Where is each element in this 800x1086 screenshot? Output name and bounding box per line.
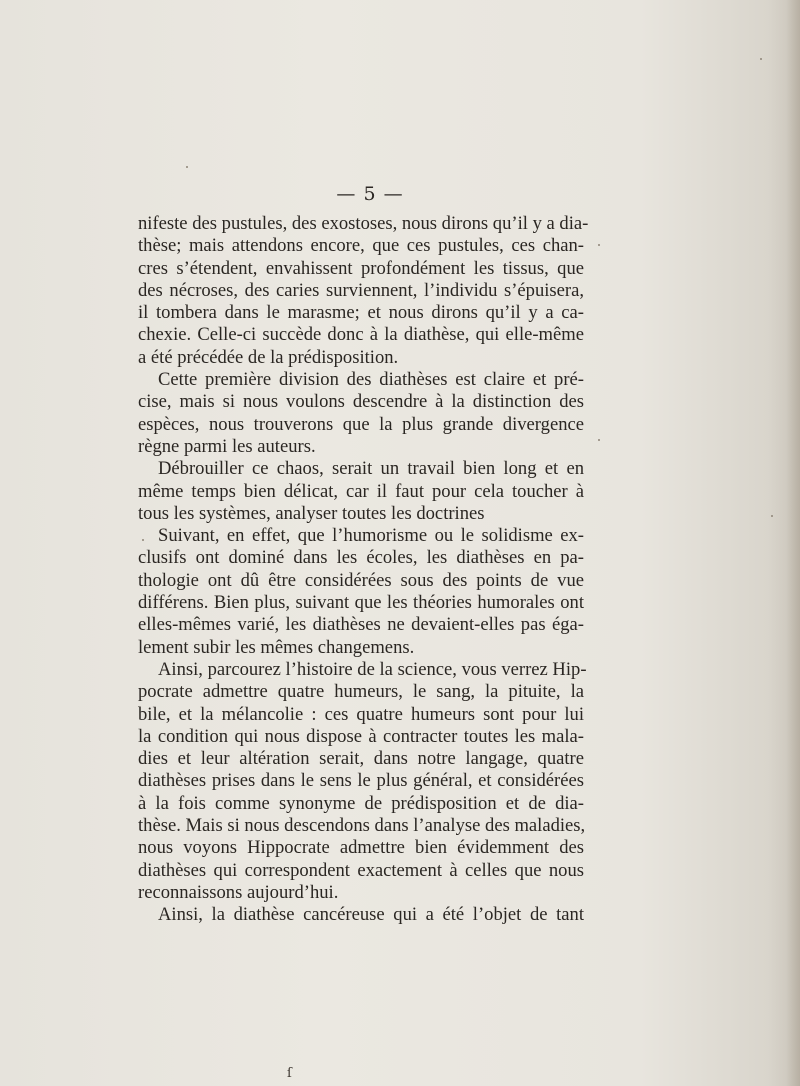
text-line: Débrouiller ce chaos, serait un travail bien long et en [158,458,584,480]
paper-speck [760,58,762,60]
text-line: cres s’étendent, envahissent profondément les tissus, que [138,257,584,279]
paper-speck [598,439,600,441]
text-line: nifeste des pustules, des exostoses, nous dirons qu’il y a dia- [138,213,589,234]
text-line: thologie ont dû être considérées sous des points de vue [138,569,584,591]
text-line: a été précédée de la prédisposition. [138,346,399,368]
text-line: thèse; mais attendons encore, que ces pustules, ces chan- [138,235,584,257]
page-number: — 5 — [336,183,404,205]
text-line: dies et leur altération serait, dans notre langage, quatre [138,748,584,770]
text-line: bile, et la mélancolie : ces quatre humeurs sont pour lui [138,703,584,725]
paper-speck [771,515,773,517]
text-line: chexie. Celle-ci succède donc à la diathèse, qui elle-même [138,324,584,346]
paper-speck [598,244,600,246]
ink-mark: ſ [287,1066,292,1081]
text-line: Suivant, en effet, que l’humorisme ou le solidisme ex- [158,525,584,547]
text-line: même temps bien délicat, car il faut pour cela toucher à [138,480,584,502]
text-line: clusifs ont dominé dans les écoles, les diathèses en pa- [138,547,584,569]
text-line: Cette première division des diathèses est claire et pré- [158,369,584,391]
text-line: la condition qui nous dispose à contracter toutes les mala- [138,725,584,747]
text-line: règne parmi les auteurs. [138,435,316,457]
text-line: Ainsi, la diathèse cancéreuse qui a été l’objet de tant [158,904,584,926]
body-text [138,213,589,927]
text-line: nous voyons Hippocrate admettre bien évidemment des [138,837,584,859]
paper-speck [142,539,144,541]
text-line: espèces, nous trouverons que la plus grande divergence [138,413,584,435]
text-line: il tombera dans le marasme; et nous dirons qu’il y a ca- [138,302,584,324]
text-line: pocrate admettre quatre humeurs, le sang, la pituite, la [138,681,584,703]
text-line: différens. Bien plus, suivant que les théories humorales ont [138,592,584,614]
text-line: cise, mais si nous voulons descendre à la distinction des [138,391,584,413]
text-line: elles-mêmes varié, les diathèses ne devaient-elles pas éga- [138,614,584,636]
text-line: reconnaissons aujourd’hui. [138,881,339,903]
text-line: à la fois comme synonyme de prédisposition et de dia- [138,792,584,814]
paper-speck [186,166,188,168]
text-line: lement subir les mêmes changemens. [138,636,415,658]
text-line: diathèses prises dans le sens le plus général, et considérées [138,770,584,792]
text-line: Ainsi, parcourez l’histoire de la science, vous verrez Hip- [158,658,587,680]
text-line: tous les systèmes, analyser toutes les doctrines [138,502,485,524]
text-line: diathèses qui correspondent exactement à celles que nous [138,859,584,881]
text-line: des nécroses, des caries surviennent, l’individu s’épuisera, [138,279,584,301]
page-edge-shadow [786,0,800,1086]
text-line: thèse. Mais si nous descendons dans l’analyse des maladies, [138,815,586,837]
